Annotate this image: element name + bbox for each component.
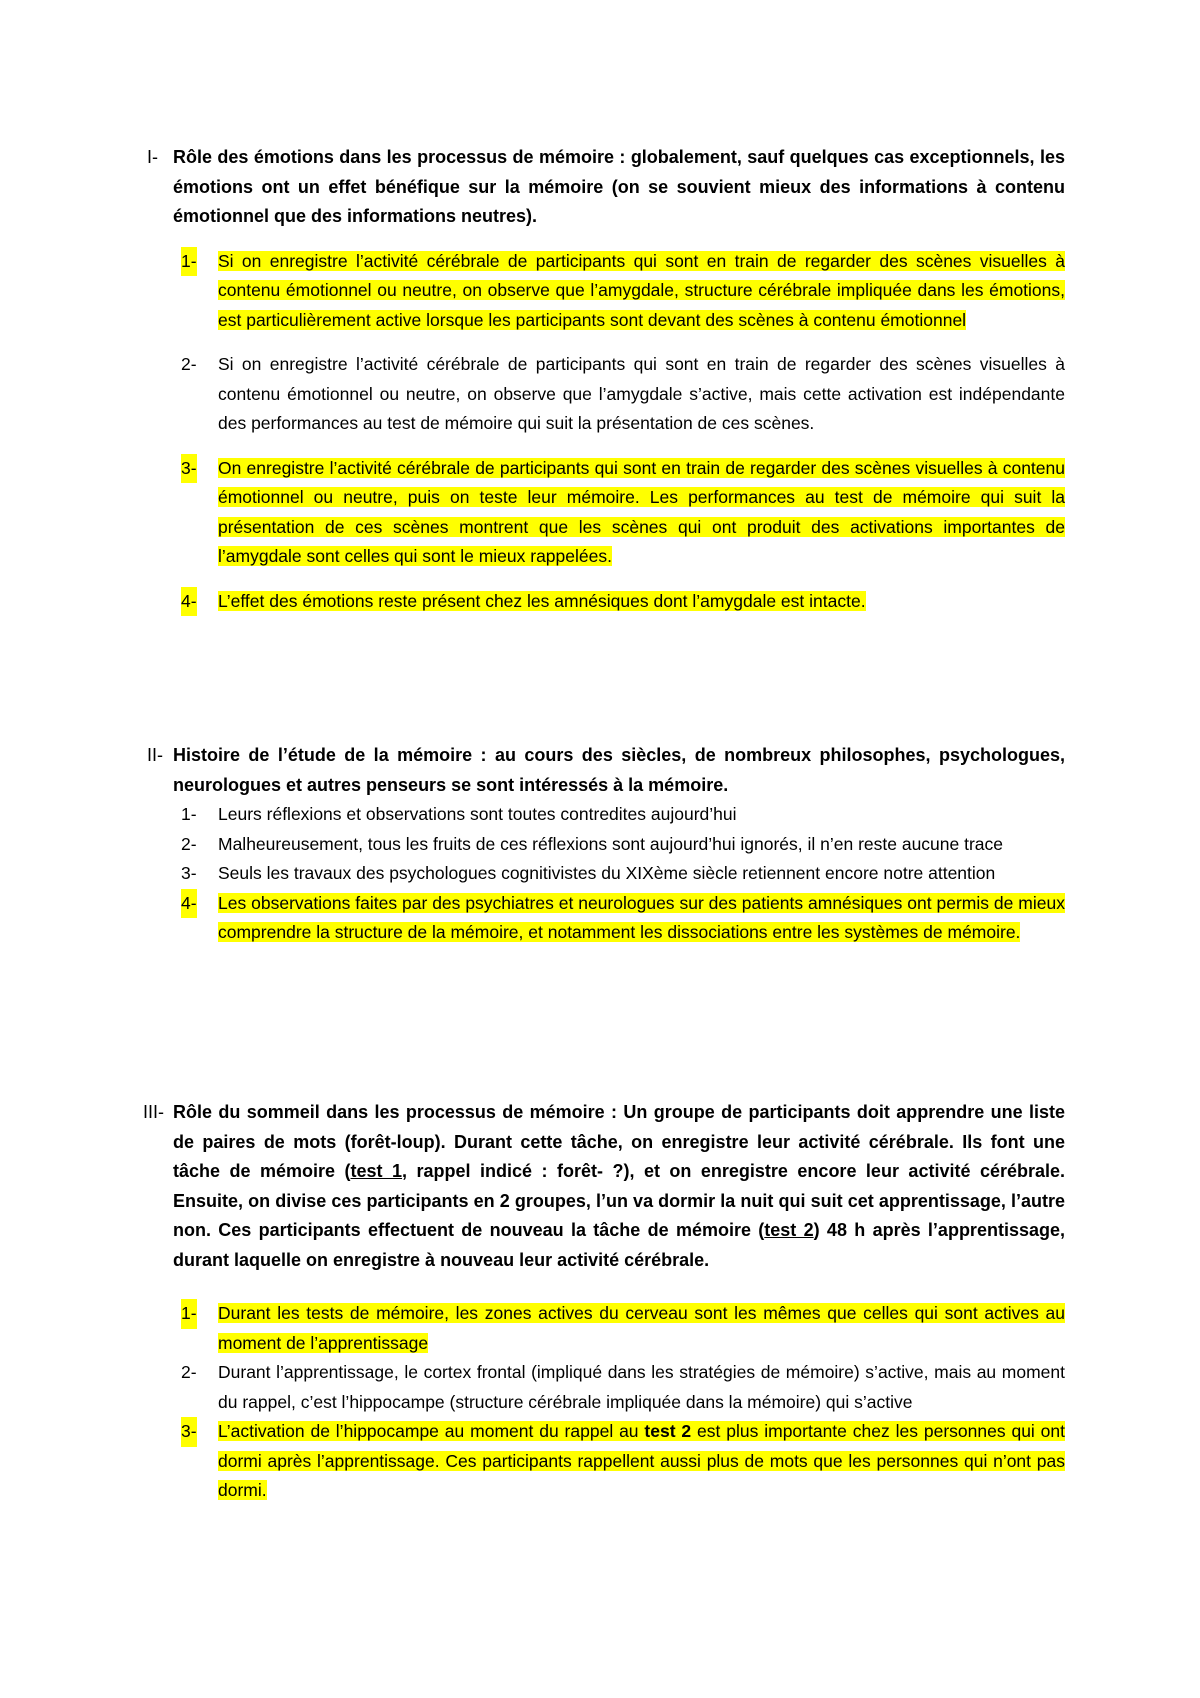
section-emotions <box>147 143 1065 616</box>
section-number: II- <box>147 745 163 765</box>
list-item <box>155 859 1065 889</box>
list-item <box>155 1358 1065 1417</box>
list-item <box>155 800 1065 830</box>
item-number: 1- <box>181 1299 197 1329</box>
section-heading <box>147 741 1065 800</box>
item-text-part1: L’activation de l’hippocampe au moment du rappel au <box>218 1421 645 1441</box>
section-number: III- <box>143 1102 164 1122</box>
section-heading <box>147 143 1065 232</box>
section-heading <box>143 1098 1066 1275</box>
heading-text: Rôle des émotions dans les processus de mémoire : globalement, sauf quelques cas exceptionnels, les émotions ont un effet bénéfique sur la mémoire (on se souvient mieux des informations à contenu émotionnel que des informations neutres). <box>173 147 1065 226</box>
item-text: Leurs réflexions et observations sont toutes contredites aujourd’hui <box>218 804 737 824</box>
item-text: Malheureusement, tous les fruits de ces réflexions sont aujourd’hui ignorés, il n’en reste aucune trace <box>218 833 1004 854</box>
item-text: On enregistre l’activité cérébrale de participants qui sont en train de regarder des scènes visuelles à contenu émotionnel ou neutre, puis on teste leur mémoire. Les performances au test de mémoire qui suit la présentation de ces scènes montrent que les scènes qui ont produit des activations importantes de l’amygdale sont celles qui sont le mieux rappelées. <box>218 457 1065 566</box>
item-text: Durant les tests de mémoire, les zones actives du cerveau sont les mêmes que celles qui sont actives au moment de l’apprentissage <box>218 1303 1065 1353</box>
list-item <box>155 587 1065 617</box>
heading-text-part3: ) 48 h après l’apprentissage, durant laquelle on enregistre à nouveau leur activité cérébrale. <box>173 1220 1065 1270</box>
list-item <box>155 247 1065 336</box>
item-number: 4- <box>181 587 197 617</box>
item-text: Durant l’apprentissage, le cortex frontal (impliqué dans les stratégies de mémoire) s’active, mais au moment du rappel, c’est l’hippocampe (structure cérébrale impliquée dans la mémoire) qui s’active <box>218 1362 1065 1412</box>
item-text: Les observations faites par des psychiatres et neurologues sur des patients amnésiques ont permis de mieux comprendre la structure de la mémoire, et notamment les dissociations entre les systèmes de mémoire. <box>218 892 1065 942</box>
list-item <box>155 830 1065 860</box>
answer-list <box>155 1299 1065 1506</box>
list-item <box>155 889 1065 948</box>
item-text: Si on enregistre l’activité cérébrale de participants qui sont en train de regarder des scènes visuelles à contenu émotionnel ou neutre, on observe que l’amygdale s’active, mais cette activation est indépendante des performances au test de mémoire qui suit la présentation de ces scènes. <box>218 354 1065 433</box>
item-text: Seuls les travaux des psychologues cognitivistes du XIXème siècle retiennent encore notre attention <box>218 863 996 883</box>
item-text-part2: est plus importante chez les personnes qui ont dormi après l’apprentissage. Ces participants rappellent aussi plus de mots que les personnes qui n’ont pas dormi. <box>218 1421 1066 1500</box>
test1-label: test 1 <box>350 1161 403 1181</box>
item-text: Si on enregistre l’activité cérébrale de participants qui sont en train de regarder des scènes visuelles à contenu émotionnel ou neutre, on observe que l’amygdale, structure cérébrale impliquée dans les émotions, est particulièrement active lorsque les participants sont devant des scènes à contenu émotionnel <box>218 250 1065 330</box>
item-number: 3- <box>181 1417 197 1447</box>
heading-text-part2: , rappel indicé : forêt- ?), et on enregistre encore leur activité cérébrale. Ensuite, on divise ces participants en 2 groupes, l’un va dormir la nuit qui suit cet apprentissage, l’autre non. Ces participants effectuent de nouveau la tâche de mémoire ( <box>173 1161 1066 1240</box>
item-number: 3- <box>181 863 197 883</box>
section-history <box>147 741 1065 948</box>
list-item <box>155 454 1065 572</box>
item-number: 2- <box>181 833 197 854</box>
heading-text: Histoire de l’étude de la mémoire : au cours des siècles, de nombreux philosophes, psychologues, neurologues et autres penseurs se sont intéressés à la mémoire. <box>173 745 1065 795</box>
list-item <box>155 1417 1065 1506</box>
item-number: 2- <box>181 354 197 374</box>
item-number: 3- <box>181 454 197 484</box>
section-sleep <box>143 1098 1066 1506</box>
section-number: I- <box>147 147 158 167</box>
item-number: 2- <box>181 1362 197 1382</box>
item-text: L’effet des émotions reste présent chez les amnésiques dont l’amygdale est intacte. <box>218 590 866 611</box>
item-bold-test2: test 2 <box>644 1421 692 1441</box>
test2-label: test 2 <box>764 1220 814 1240</box>
list-item <box>155 350 1065 439</box>
item-number: 1- <box>181 804 197 824</box>
item-number: 4- <box>181 889 197 919</box>
item-number: 1- <box>181 247 197 277</box>
answer-list <box>155 800 1065 948</box>
list-item <box>155 1299 1065 1358</box>
heading-text-part1: Rôle du sommeil dans les processus de mémoire : Un groupe de participants doit apprendre une liste de paires de mots (forêt-loup). Durant cette tâche, on enregistre leur activité cérébrale. Ils font une tâche de mémoire ( <box>173 1102 1065 1181</box>
answer-list <box>155 247 1065 617</box>
